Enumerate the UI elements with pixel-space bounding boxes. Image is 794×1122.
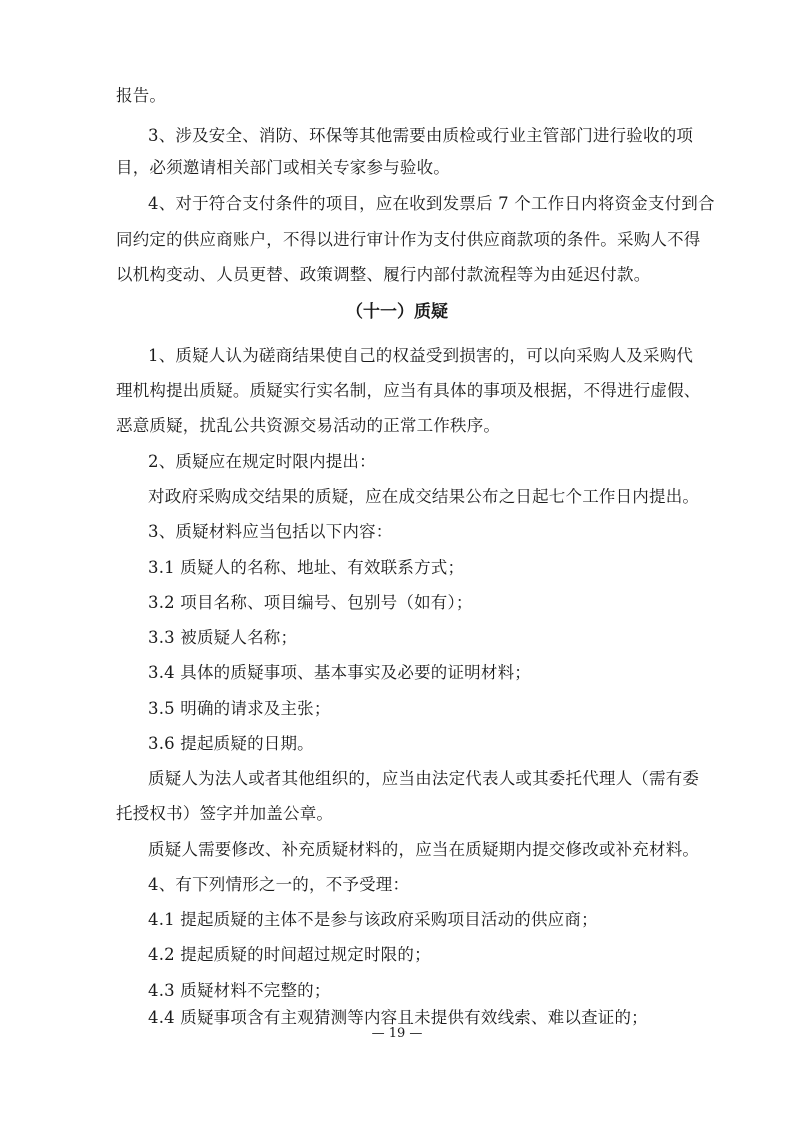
paragraph-line: 3.3 被质疑人名称； (148, 628, 298, 647)
paragraph-line: 恶意质疑，扰乱公共资源交易活动的正常工作秩序。 (116, 416, 501, 435)
paragraph-line: 以机构变动、人员更替、政策调整、履行内部付款流程等为由延迟付款。 (116, 265, 651, 284)
paragraph-line: 3.4 具体的质疑事项、基本事实及必要的证明材料； (148, 663, 531, 682)
paragraph-line: 3、涉及安全、消防、环保等其他需要由质检或行业主管部门进行验收的项 (148, 126, 694, 145)
paragraph-line: 理机构提出质疑。质疑实行实名制，应当有具体的事项及根据，不得进行虚假、 (116, 381, 701, 400)
paragraph-line: 3.2 项目名称、项目编号、包别号（如有）； (148, 593, 473, 612)
paragraph-line: 4.4 质疑事项含有主观猜测等内容且未提供有效线索、难以查证的； (148, 1008, 648, 1027)
paragraph-line: 对政府采购成交结果的质疑，应在成交结果公布之日起七个工作日内提出。 (148, 487, 700, 506)
paragraph-line: 2、质疑应在规定时限内提出： (148, 452, 376, 471)
section-heading: （十一）质疑 (346, 302, 448, 322)
paragraph-line: 4、对于符合支付条件的项目，应在收到发票后 7 个工作日内将资金支付到合 (148, 194, 715, 213)
paragraph-line: 同约定的供应商账户，不得以进行审计作为支付供应商款项的条件。采购人不得 (116, 230, 701, 249)
paragraph-line: 3、质疑材料应当包括以下内容： (148, 522, 393, 541)
paragraph-line: 托授权书）签字并加盖公章。 (116, 804, 334, 823)
paragraph-line: 1、质疑人认为磋商结果使自己的权益受到损害的，可以向采购人及采购代 (148, 346, 694, 365)
paragraph-line: 质疑人为法人或者其他组织的，应当由法定代表人或其委托代理人（需有委 (148, 769, 700, 788)
paragraph-line: 4.1 提起质疑的主体不是参与该政府采购项目活动的供应商； (148, 910, 598, 929)
paragraph-line: 4.3 质疑材料不完整的； (148, 981, 331, 1000)
paragraph-line: 4、有下列情形之一的，不予受理： (148, 875, 410, 894)
page-number: — 19 — (371, 1026, 423, 1041)
paragraph-line: 3.6 提起质疑的日期。 (148, 734, 314, 753)
paragraph-line: 3.1 质疑人的名称、地址、有效联系方式； (148, 558, 465, 577)
paragraph-line: 3.5 明确的请求及主张； (148, 699, 331, 718)
paragraph-line: 质疑人需要修改、补充质疑材料的，应当在质疑期内提交修改或补充材料。 (148, 840, 700, 859)
paragraph-line: 4.2 提起质疑的时间超过规定时限的； (148, 945, 431, 964)
paragraph-line: 目，必须邀请相关部门或相关专家参与验收。 (116, 158, 450, 177)
paragraph-line: 报告。 (116, 86, 167, 105)
